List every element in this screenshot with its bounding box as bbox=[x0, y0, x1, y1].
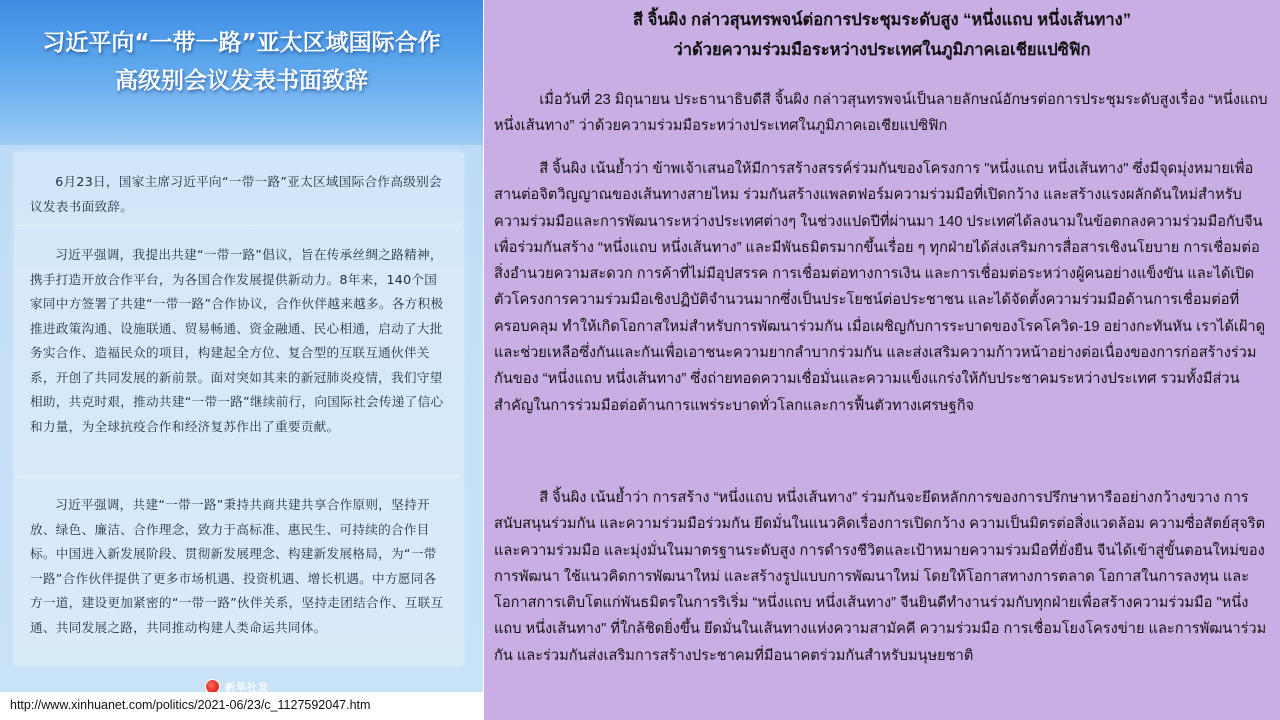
xinhua-logo-text: 新华社发 bbox=[225, 682, 269, 692]
thai-title-line2: ว่าด้วยความร่วมมือระหว่างประเทศในภูมิภาคเอเชียแปซิฟิก bbox=[673, 41, 1091, 59]
chinese-title bbox=[18, 24, 465, 100]
chinese-paragraph-2: 习近平强调，我提出共建“一带一路”倡议，旨在传承丝绸之路精神，携手打造开放合作平台，为各国合作发展提供新动力。8年来，140个国家同中方签署了共建“一带一路”合作协议，合作伙伴越来越多。各方积极推进政策沟通、设施联通、贸易畅通、资金融通、民心相通，启动了大批务实合作、造福民众的项目，构建起全方位、复合型的互联互通伙伴关系，开创了共同发展的新前景。面对突如其来的新冠肺炎疫情，我们守望相助，共克时艰，推动共建“一带一路”继续前行，向国际社会传递了信心和力量，为全球抗疫合作和经济复苏作出了重要贡献。 bbox=[30, 247, 444, 434]
source-url-link[interactable]: http://www.xinhuanet.com/politics/2021-06/23/c_1127592047.htm bbox=[10, 698, 371, 712]
thai-article-panel bbox=[484, 0, 1280, 720]
chinese-title-line1: 习近平向“一带一路”亚太区域国际合作 bbox=[42, 30, 441, 56]
chinese-paragraph-3: 习近平强调，共建“一带一路”秉持共商共建共享合作原则，坚持开放、绿色、廉洁、合作理念，致力于高标准、惠民生、可持续的合作目标。中国进入新发展阶段、贯彻新发展理念、构建新发展格局，为“一带一路”合作伙伴提供了更多市场机遇、投资机遇、增长机遇。中方愿同各方一道，建设更加紧密的“一带一路”伙伴关系，坚持走团结合作、互联互通、共同发展之路，共同推动构建人类命运共同体。 bbox=[30, 497, 444, 635]
xinhua-logo-icon bbox=[205, 679, 220, 693]
thai-paragraph-3: สี จิ้นผิง เน้นย้ำว่า การสร้าง “หนึ่งแถบ หนึ่งเส้นทาง” ร่วมกันจะยึดหลักการของการปรึกษาหารืออย่างกว้างขวาง การสนับสนุนร่วมกัน และความร่วมมือร่วมกัน ยึดมั่นในแนวคิดเรื่องการเปิดกว้าง ความเป็นมิตรต่อสิ่งแวดล้อม ความซื่อสัตย์สุจริต และความร่วมมือ และมุ่งมั่นในมาตรฐานระดับสูง การดำรงชีวิตและเป้าหมายความร่วมมือที่ยั่งยืน จีนได้เข้าสู่ขั้นตอนใหม่ของการพัฒนา ใช้แนวคิดการพัฒนาใหม่ และสร้างรูปแบบการพัฒนาใหม่ โดยให้โอกาสทางการตลาด โอกาสในการลงทุน และโอกาสการเติบโตแก่พันธมิตรในการริเริ่ม “หนึ่งแถบ หนึ่งเส้นทาง” จีนยินดีทำงานร่วมกับทุกฝ่ายเพื่อสร้างความร่วมมือ "หนึ่งแถบ หนึ่งเส้นทาง" ที่ใกล้ชิดยิ่งขึ้น ยึดมั่นในเส้นทางแห่งความสามัคคี ความร่วมมือ การเชื่อมโยงโครงข่าย และการพัฒนาร่วมกัน และร่วมกันส่งเสริมการสร้างประชาคมที่มีอนาคตร่วมกันสำหรับมนุษยชาติ bbox=[494, 490, 1267, 664]
chinese-article-panel bbox=[0, 0, 483, 692]
chinese-title-line2: 高级别会议发表书面致辞 bbox=[115, 68, 368, 94]
chinese-paragraph-1: 6月23日，国家主席习近平向“一带一路”亚太区域国际合作高级别会议发表书面致辞。 bbox=[30, 174, 442, 214]
xinhua-logo bbox=[205, 678, 269, 692]
thai-paragraph-1: เมื่อวันที่ 23 มิถุนายน ประธานาธิบดีสี จิ้นผิง กล่าวสุนทรพจน์เป็นลายลักษณ์อักษรต่อการประชุมระดับสูงเรื่อง “หนึ่งแถบ หนึ่งเส้นทาง” ว่าด้วยความร่วมมือระหว่างประเทศในภูมิภาคเอเชียแปซิฟิก bbox=[494, 92, 1268, 135]
thai-paragraph-2: สี จิ้นผิง เน้นย้ำว่า ข้าพเจ้าเสนอให้มีการสร้างสรรค์ร่วมกันของโครงการ "หนึ่งแถบ หนึ่งเส้นทาง" ซึ่งมีจุดมุ่งหมายเพื่อสานต่อจิตวิญญาณของเส้นทางสายไหม ร่วมกันสร้างแพลตฟอร์มความร่วมมือที่เปิดกว้าง และสร้างแรงผลักดันใหม่สำหรับความร่วมมือและการพัฒนาระหว่างประเทศต่างๆ ในช่วงแปดปีที่ผ่านมา 140 ประเทศได้ลงนามในข้อตกลงความร่วมมือกับจีนเพื่อร่วมกันสร้าง “หนึ่งแถบ หนึ่งเส้นทาง” และมีพันธมิตรมากขึ้นเรื่อย ๆ ทุกฝ่ายได้ส่งเสริมการสื่อสารเชิงนโยบาย การเชื่อมต่อสิ่งอำนวยความสะดวก การค้าที่ไม่มีอุปสรรค การเชื่อมต่อทางการเงิน และการเชื่อมต่อระหว่างผู้คนอย่างแข็งขัน และได้เปิดตัวโครงการความร่วมมือเชิงปฏิบัติจำนวนมากซึ่งเป็นประโยชน์ต่อประชาชน และได้จัดตั้งความร่วมมือด้านการเชื่อมต่อที่ครอบคลุม ทำให้เกิดโอกาสใหม่สำหรับการพัฒนาร่วมกัน เมื่อเผชิญกับการระบาดของโรคโควิด-19 อย่างกะทันหัน เราได้เฝ้าดูและช่วยเหลือซึ่งกันและกันเพื่อเอาชนะความยากลำบากร่วมกัน และส่งเสริมความก้าวหน้าอย่างต่อเนื่องของการก่อสร้างร่วมกันของ “หนึ่งแถบ หนึ่งเส้นทาง” ซึ่งถ่ายทอดความเชื่อมั่นและความแข็งแกร่งให้กับประชาคมระหว่างประเทศ รวมทั้งมีส่วนสำคัญในการร่วมมือต่อต้านการแพร่ระบาดทั่วโลกและการฟื้นตัวทางเศรษฐกิจ bbox=[494, 161, 1266, 414]
thai-title-line1: สี จิ้นผิง กล่าวสุนทรพจน์ต่อการประชุมระดับสูง “หนึ่งแถบ หนึ่งเส้นทาง” bbox=[633, 11, 1131, 29]
